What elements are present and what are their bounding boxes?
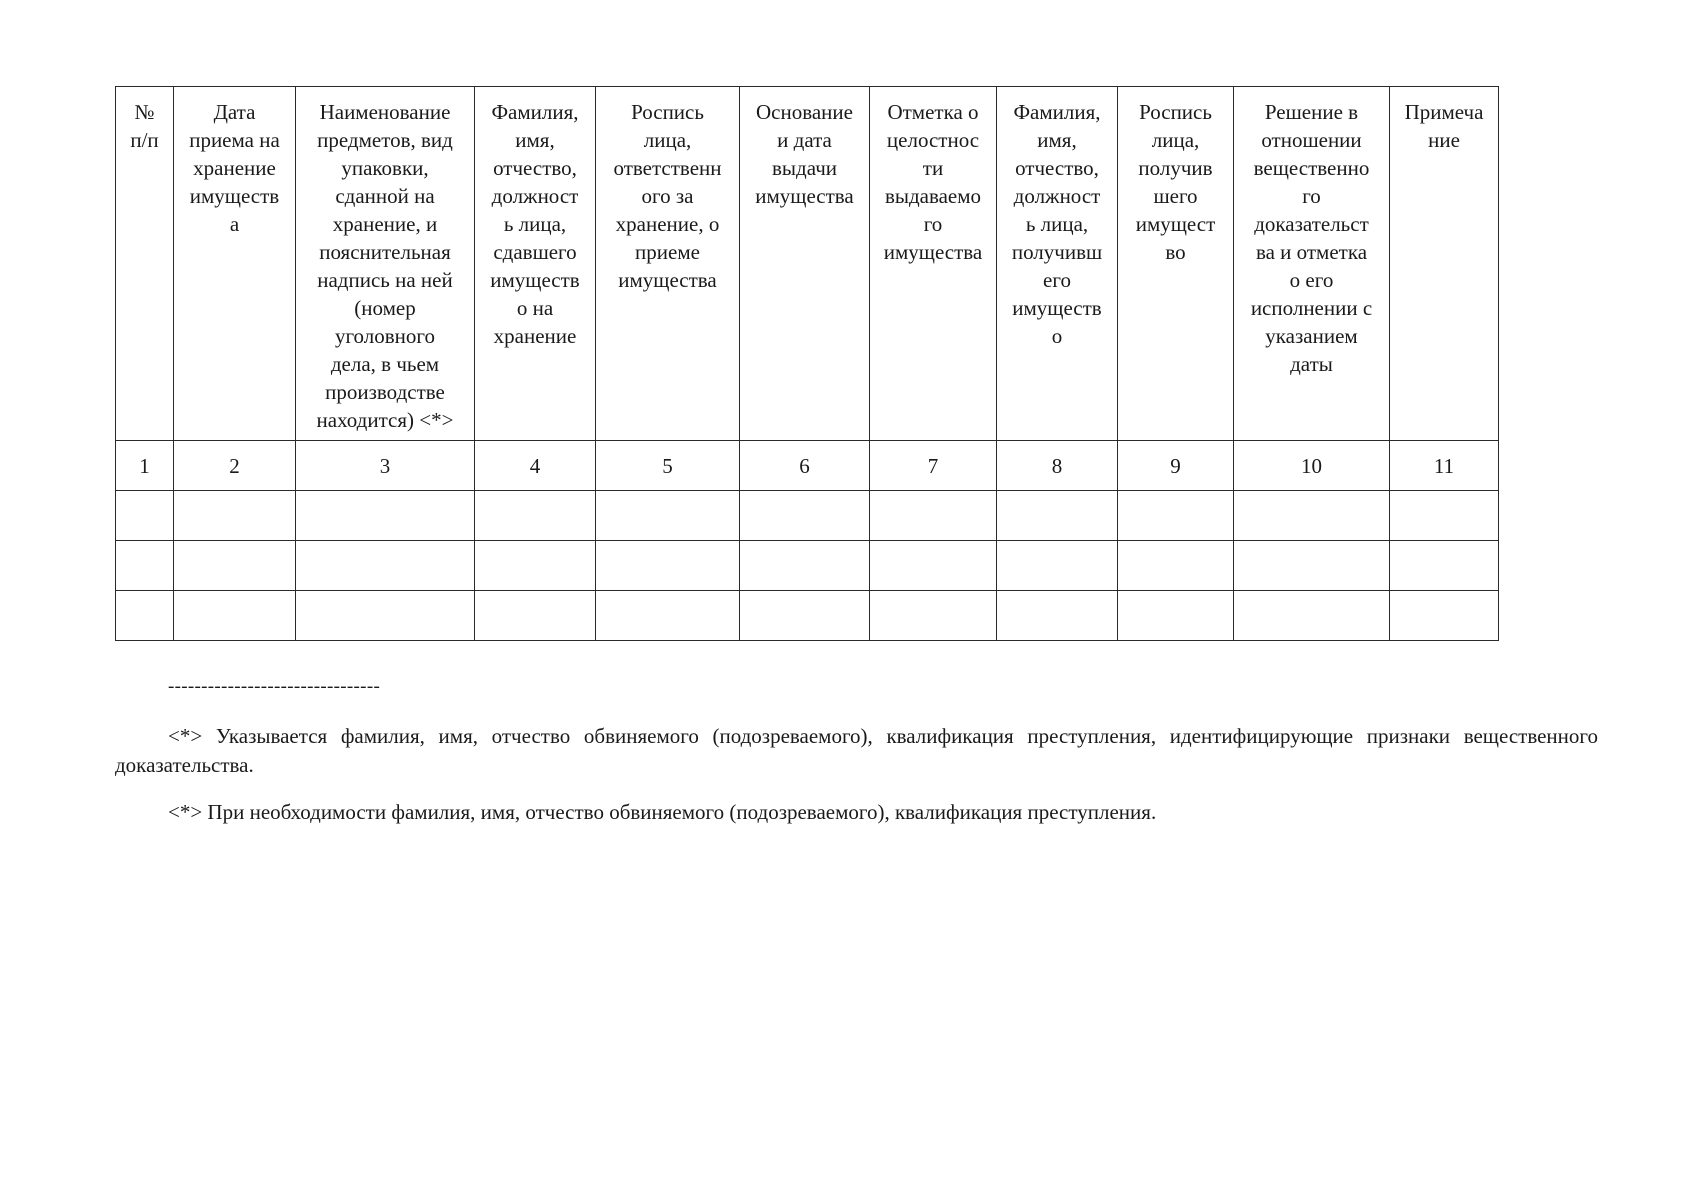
- empty-cell: [997, 491, 1118, 541]
- header-text: Дата приема на хранение имуществ а: [189, 100, 280, 236]
- column-number-cell: 5: [596, 441, 740, 491]
- empty-cell: [997, 591, 1118, 641]
- header-cell: [740, 87, 870, 441]
- register-table: [115, 86, 1499, 641]
- empty-cell: [1390, 541, 1499, 591]
- header-cell: [997, 87, 1118, 441]
- empty-cell: [596, 491, 740, 541]
- empty-cell: [596, 541, 740, 591]
- empty-cell: [1234, 491, 1390, 541]
- empty-cell: [174, 491, 296, 541]
- column-number-cell: 8: [997, 441, 1118, 491]
- column-number-row: [116, 441, 1499, 491]
- header-text: Отметка о целостнос ти выдаваемо го имущества: [883, 100, 983, 264]
- empty-cell: [1390, 491, 1499, 541]
- column-number-cell: 1: [116, 441, 174, 491]
- empty-cell: [475, 491, 596, 541]
- header-text: Решение в отношении вещественно го доказательст ва и отметка о его исполнении с указанием даты: [1250, 100, 1373, 376]
- column-number-cell: 9: [1118, 441, 1234, 491]
- header-cell: [296, 87, 475, 441]
- empty-cell: [740, 491, 870, 541]
- header-row: [116, 87, 1499, 441]
- empty-cell: [116, 591, 174, 641]
- empty-cell: [1234, 541, 1390, 591]
- header-text: Наименование предметов, вид упаковки, сданной на хранение, и пояснительная надпись на ней (номер уголовного дела, в чьем производстве находится) <*>: [316, 100, 454, 432]
- empty-cell: [870, 591, 997, 641]
- table-row: [116, 541, 1499, 591]
- empty-cell: [116, 491, 174, 541]
- empty-cell: [116, 541, 174, 591]
- header-text: Роспись лица, получив шего имущест во: [1135, 100, 1216, 264]
- empty-cell: [997, 541, 1118, 591]
- header-text: Примеча ние: [1404, 100, 1484, 152]
- empty-cell: [740, 591, 870, 641]
- header-text: Фамилия, имя, отчество, должност ь лица, получивш его имуществ о: [1011, 100, 1103, 348]
- header-cell: [174, 87, 296, 441]
- header-cell: [1234, 87, 1390, 441]
- empty-cell: [596, 591, 740, 641]
- empty-cell: [1390, 591, 1499, 641]
- header-cell: [596, 87, 740, 441]
- empty-cell: [174, 541, 296, 591]
- column-number-cell: 11: [1390, 441, 1499, 491]
- empty-cell: [296, 591, 475, 641]
- empty-cell: [1118, 541, 1234, 591]
- empty-cell: [174, 591, 296, 641]
- header-cell: [475, 87, 596, 441]
- column-number-cell: 2: [174, 441, 296, 491]
- empty-cell: [870, 491, 997, 541]
- header-text: № п/п: [130, 100, 159, 152]
- header-text: Основание и дата выдачи имущества: [755, 100, 854, 208]
- header-cell: [870, 87, 997, 441]
- footnote-1: <*> Указывается фамилия, имя, отчество обвиняемого (подозреваемого), квалификация преступления, идентифицирующие признаки вещественного доказательства.: [115, 724, 1598, 777]
- column-number-cell: 7: [870, 441, 997, 491]
- header-text: Роспись лица, ответственн ого за хранение, о приеме имущества: [613, 100, 722, 292]
- empty-cell: [870, 541, 997, 591]
- footnote-divider: --------------------------------: [168, 676, 381, 697]
- empty-cell: [475, 541, 596, 591]
- header-cell: [1118, 87, 1234, 441]
- header-text: Фамилия, имя, отчество, должност ь лица, сдавшего имуществ о на хранение: [490, 100, 580, 348]
- blank-rows: [116, 491, 1499, 641]
- empty-cell: [1118, 591, 1234, 641]
- header-cell: [116, 87, 174, 441]
- table-row: [116, 491, 1499, 541]
- header-cell: [1390, 87, 1499, 441]
- footnotes: [115, 722, 1598, 845]
- empty-cell: [296, 491, 475, 541]
- empty-cell: [1118, 491, 1234, 541]
- column-number-cell: 10: [1234, 441, 1390, 491]
- empty-cell: [296, 541, 475, 591]
- footnote-2: <*> При необходимости фамилия, имя, отчество обвиняемого (подозреваемого), квалификация преступления.: [168, 800, 1157, 824]
- empty-cell: [740, 541, 870, 591]
- empty-cell: [475, 591, 596, 641]
- column-number-cell: 6: [740, 441, 870, 491]
- table-row: [116, 591, 1499, 641]
- empty-cell: [1234, 591, 1390, 641]
- column-number-cell: 4: [475, 441, 596, 491]
- column-number-cell: 3: [296, 441, 475, 491]
